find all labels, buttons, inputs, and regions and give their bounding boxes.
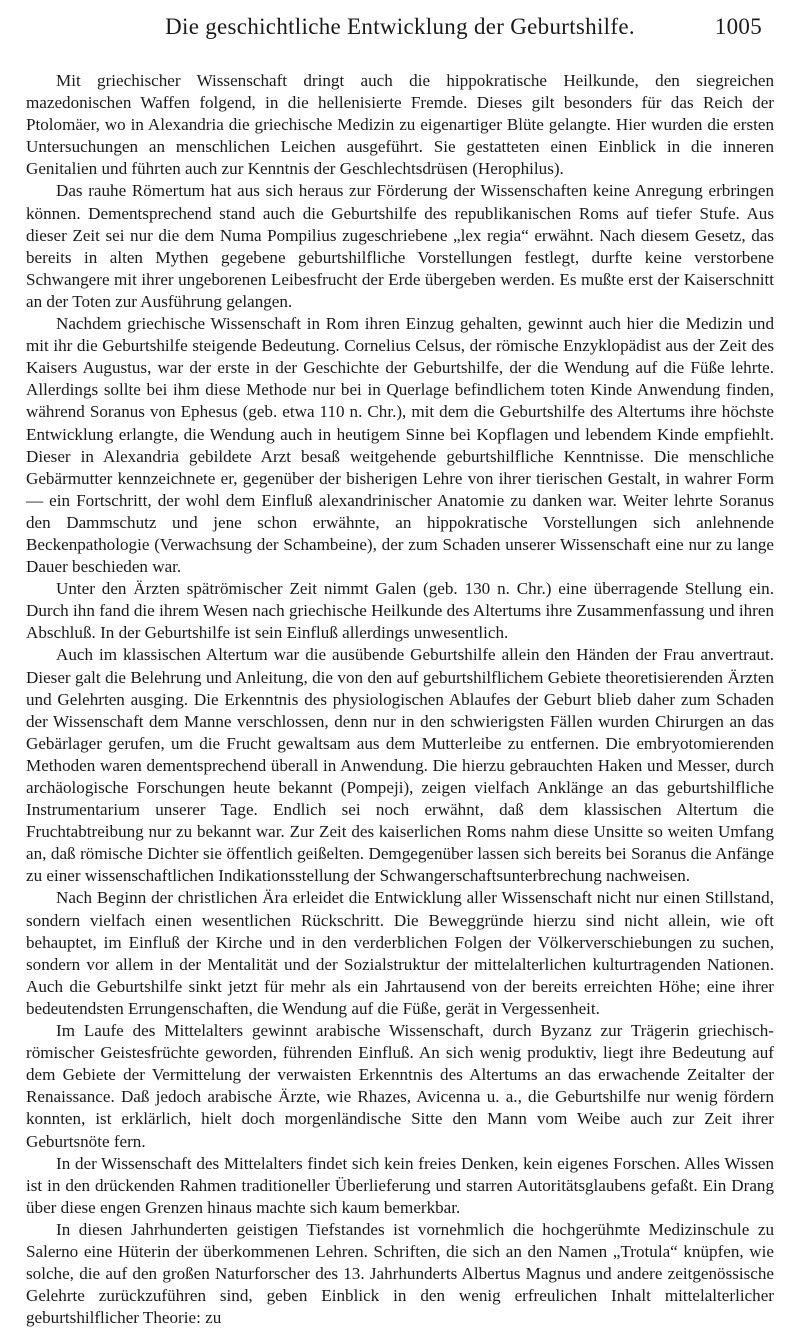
paragraph: Unter den Ärzten spätrömischer Zeit nimmt Galen (geb. 130 n. Chr.) eine überragende Stellung ein. Durch ihn fand die ihrem Wesen nach griechische Heilkunde des Altertums ihre Zusammenfassung und ihren Abschluß. In der Geburtshilfe ist sein Einfluß allerdings unwesentlich.	[26, 579, 774, 643]
paragraph: In diesen Jahrhunderten geistigen Tiefstandes ist vornehmlich die hochgerühmte Medizinschule zu Salerno eine Hüterin der überkommenen Lehren. Schriften, die sich an den Namen „Trotula“ knüpfen, wie solche, die auf den großen Naturforscher des 13. Jahrhunderts Albertus Magnus und andere zeitgenössische Gelehrte zurückzuführen sind, geben Einblick in den wenig erfreulichen Inhalt mittelalterlicher geburtshilflicher Theorie: zu	[26, 1219, 774, 1328]
paragraph: Im Laufe des Mittelalters gewinnt arabische Wissenschaft, durch Byzanz zur Trägerin griechisch-römischer Geistesfrüchte geworden, führenden Einfluß. An sich wenig produktiv, liegt ihre Bedeutung auf dem Gebiete der Vermittelung der verwaisten Erkenntnis des Altertums an das erwachende Zeitalter der Renaissance. Daß jedoch arabische Ärzte, wie Rhazes, Avicenna u. a., die Geburtshilfe nur wenig fördern konnten, ist erklärlich, hielt doch morgenländische Sitte den Mann vom Weibe auch zur Zeit ihrer Geburtsnöte fern.	[26, 1021, 774, 1151]
page-number: 1005	[714, 14, 762, 39]
body-text	[26, 70, 774, 1329]
running-header	[0, 14, 800, 54]
paragraph: Auch im klassischen Altertum war die ausübende Geburtshilfe allein den Händen der Frau anvertraut. Dieser galt die Belehrung und Anleitung, die von den auf geburtshilflichem Gebiete theoretisierenden Ärzten und Gelehrten ausging. Die Erkenntnis des physiologischen Ablaufes der Geburt blieb daher zum Schaden der Wissenschaft dem Manne verschlossen, denn nur in den schwierigsten Fällen wurden Chirurgen an das Gebärlager gerufen, um die Frucht gewaltsam aus dem Mutterleibe zu entfernen. Die embryotomierenden Methoden waren dementsprechend überall in Anwendung. Die hierzu gebrauchten Haken und Messer, durch archäologische Forschungen heute bekannt (Pompeji), zeigen vielfach Anklänge an das geburtshilfliche Instrumentarium unserer Tage. Endlich sei noch erwähnt, daß dem klassischen Altertum die Fruchtabtreibung nur zu bekannt war. Zur Zeit des kaiserlichen Roms nahm diese Unsitte so weiten Umfang an, daß römische Dichter sie öffentlich geißelten. Demgegenüber lassen sich bereits bei Soranus die Anfänge zu einer wissenschaftlichen Indikationsstellung der Schwangerschaftsunterbrechung nachweisen.	[26, 645, 774, 886]
paragraph: Mit griechischer Wissenschaft dringt auch die hippokratische Heilkunde, den siegreichen mazedonischen Waffen folgend, in die hellenisierte Fremde. Dieses gilt besonders für das Reich der Ptolomäer, wo in Alexandria die griechische Medizin zu eigenartiger Blüte gelangte. Hier wurden die ersten Untersuchungen an menschlichen Leichen ausgeführt. Sie gestatteten einen Einblick in die inneren Genitalien und führten auch zur Kenntnis der Geschlechtsdrüsen (Herophilus).	[26, 71, 774, 179]
paragraph: Nach Beginn der christlichen Ära erleidet die Entwicklung aller Wissenschaft nicht nur einen Stillstand, sondern vielfach einen wesentlichen Rückschritt. Die Beweggründe hierzu sind nicht allein, wie oft behauptet, im Einfluß der Kirche und in den verderblichen Folgen der Völkerverschiebungen zu suchen, sondern vor allem in der Mentalität und der Sozialstruktur der mittelalterlichen kulturtragenden Nationen. Auch die Geburtshilfe sinkt jetzt für mehr als ein Jahrtausend von der bereits erreichten Höhe; eine ihrer bedeutendsten Errungenschaften, die Wendung auf die Füße, gerät in Vergessenheit.	[26, 888, 774, 1018]
paragraph: Das rauhe Römertum hat aus sich heraus zur Förderung der Wissenschaften keine Anregung erbringen können. Dementsprechend stand auch die Geburtshilfe des republikanischen Roms auf tiefer Stufe. Aus dieser Zeit sei nur die dem Numa Pompilius zugeschriebene „lex regia“ erwähnt. Nach diesem Gesetz, das bereits in alten Mythen gegebene geburtshilfliche Vorstellungen festlegt, durfte keine verstorbene Schwangere mit ihrer ungeborenen Leibesfrucht der Erde übergeben werden. Es mußte erst der Kaiserschnitt an der Toten zur Ausführung gelangen.	[26, 181, 774, 311]
paragraph: Nachdem griechische Wissenschaft in Rom ihren Einzug gehalten, gewinnt auch hier die Medizin und mit ihr die Geburtshilfe steigende Bedeutung. Cornelius Celsus, der römische Enzyklopädist aus der Zeit des Kaisers Augustus, war der erste in der Geschichte der Geburtshilfe, der die Wendung auf die Füße lehrte. Allerdings sollte bei ihm diese Methode nur bei in Querlage befindlichem toten Kinde Anwendung finden, während Soranus von Ephesus (geb. etwa 110 n. Chr.), mit dem die Geburtshilfe des Altertums ihre höchste Entwicklung erlangte, die Wendung auch in heutigem Sinne bei Kopflagen und lebendem Kinde empfiehlt. Dieser in Alexandria gebildete Arzt besaß weitgehende geburtshilfliche Kenntnisse. Die menschliche Gebärmutter kennzeichnete er, gegenüber der bisherigen Lehre von ihrer tierischen Gestalt, in wahrer Form — ein Fortschritt, der wohl dem Einfluß alexandrinischer Anatomie zu danken war. Weiter lehrte Soranus den Dammschutz und jene schon erwähnte, an hippokratische Vorstellungen sich anlehnende Beckenpathologie (Verwachsung der Schambeine), der zum Schaden unserer Wissenschaft eine nur zu lange Dauer beschieden war.	[26, 314, 774, 577]
paragraph: In der Wissenschaft des Mittelalters findet sich kein freies Denken, kein eigenes Forschen. Alles Wissen ist in den drückenden Rahmen traditioneller Überlieferung und starren Autoritätsglaubens gefaßt. Ein Drang über diese engen Grenzen hinaus machte sich kaum bemerkbar.	[26, 1153, 774, 1217]
running-title: Die geschichtliche Entwicklung der Geburtshilfe.	[165, 14, 635, 39]
